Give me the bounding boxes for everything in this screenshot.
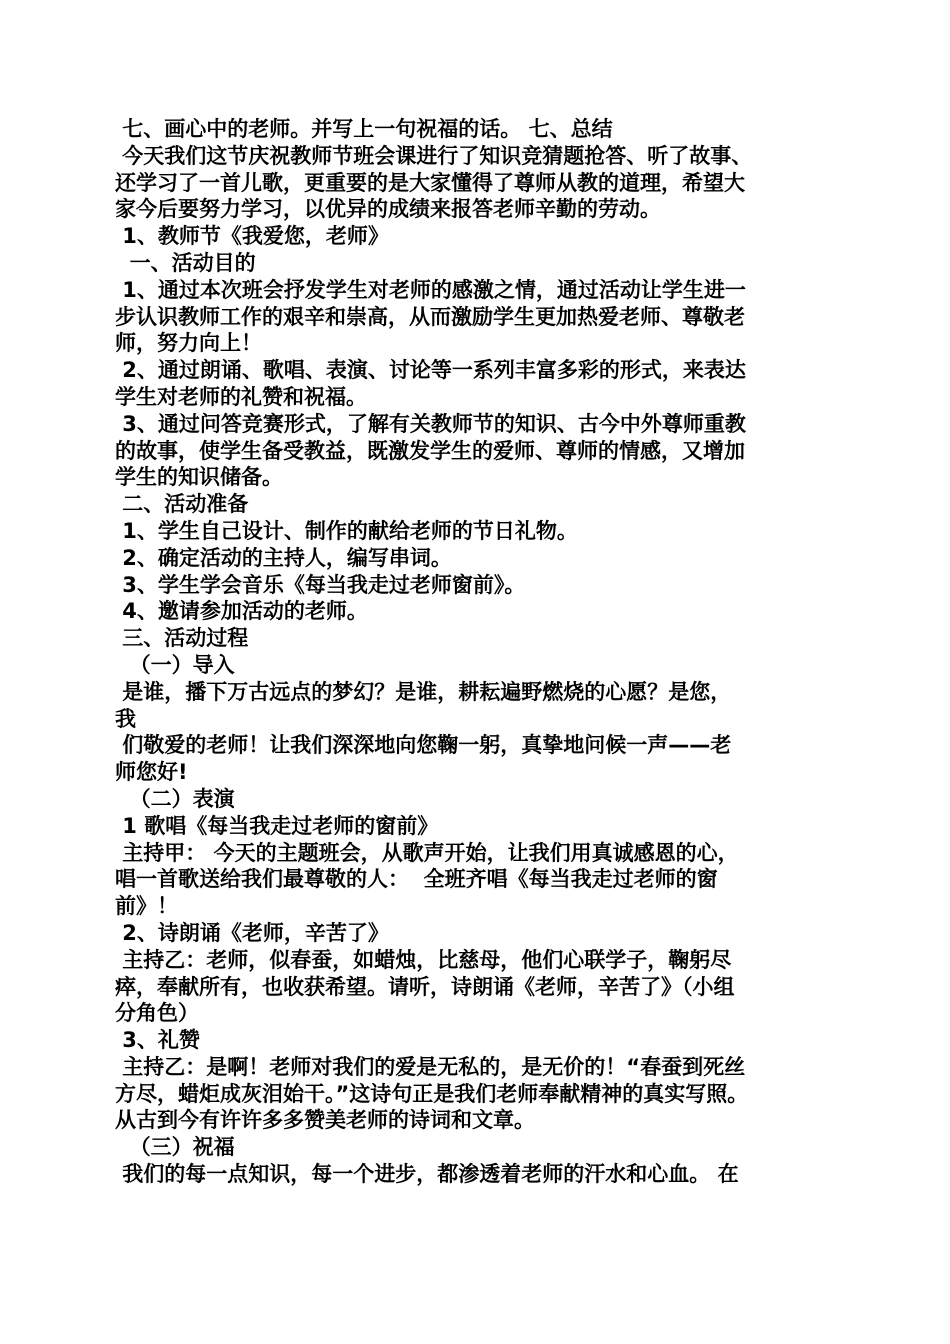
text-line: 我们的每一点知识，每一个进步，都渗透着老师的汗水和心血。 在	[115, 1162, 739, 1187]
text-line: 唱一首歌送给我们最尊敬的人： 全班齐唱《每当我走过老师的窗	[115, 867, 718, 892]
text-line: 1、通过本次班会抒发学生对老师的感激之情，通过活动让学生进一	[115, 277, 746, 302]
text-line: 3、通过问答竞赛形式，了解有关教师节的知识、古今中外尊师重教	[115, 411, 746, 436]
text-line: 我	[115, 706, 136, 731]
text-line: 还学习了一首儿歌，更重要的是大家懂得了尊师从教的道理，希望大	[115, 170, 745, 195]
text-line: 是谁，播下万古远点的梦幻？是谁，耕耘遍野燃烧的心愿？是您，	[115, 679, 732, 704]
subsection-heading: （三）祝福	[115, 1135, 235, 1160]
document-body	[115, 116, 837, 1188]
section-heading: 一、活动目的	[115, 250, 256, 275]
text-line: 主持乙：是啊！老师对我们的爱是无私的，是无价的！“春蚕到死丝	[115, 1054, 746, 1079]
text-line: 3、礼赞	[115, 1028, 200, 1053]
text-line: 方尽，蜡炬成灰泪始干。”这诗句正是我们老师奉献精神的真实写照。	[115, 1081, 749, 1106]
text-line: 步认识教师工作的艰辛和崇高，从而激励学生更加热爱老师、尊敬老	[115, 304, 745, 329]
text-line: 瘁，奉献所有，也收获希望。请听，诗朗诵《老师，辛苦了》（小组	[115, 974, 735, 999]
text-line: 从古到今有许许多多赞美老师的诗词和文章。	[115, 1108, 535, 1133]
text-line: 主持乙：老师，似春蚕，如蜡烛，比慈母，他们心联学子，鞠躬尽	[115, 947, 732, 972]
text-line: 分角色）	[115, 1001, 199, 1026]
section-heading: 三、活动过程	[115, 626, 249, 651]
subsection-heading: （一）导入	[115, 652, 235, 677]
text-line: 学生对老师的礼赞和祝福。	[115, 384, 367, 409]
text-line: 主持甲： 今天的主题班会，从歌声开始，让我们用真诚感恩的心，	[115, 840, 739, 865]
text-line: 师，努力向上！	[115, 331, 262, 356]
text-line: 2、通过朗诵、歌唱、表演、讨论等一系列丰富多彩的形式，来表达	[115, 358, 746, 383]
text-line: 4、邀请参加活动的老师。	[115, 599, 368, 624]
section-heading: 二、活动准备	[115, 492, 249, 517]
subsection-heading: （二）表演	[115, 786, 235, 811]
text-line: 2、确定活动的主持人，编写串词。	[115, 545, 452, 570]
text-line: 1、教师节《我爱您，老师》	[115, 224, 389, 249]
text-line: 1 歌唱《每当我走过老师的窗前》	[115, 813, 439, 838]
text-line: 前》！	[115, 894, 178, 919]
text-line: 家今后要努力学习，以优异的成绩来报答老师辛勤的劳动。	[115, 197, 661, 222]
text-line: 师您好!	[115, 760, 188, 785]
text-line: 1、学生自己设计、制作的献给老师的节日礼物。	[115, 518, 578, 543]
text-line: 学生的知识储备。	[115, 465, 283, 490]
text-line: 的故事，使学生备受教益，既激发学生的爱师、尊师的情感，又增加	[115, 438, 745, 463]
text-line: 七、画心中的老师。并写上一句祝福的话。 七、总结	[115, 117, 613, 141]
text-line: 今天我们这节庆祝教师节班会课进行了知识竞猜题抢答、听了故事、	[115, 143, 753, 168]
text-line: 3、学生学会音乐《每当我走过老师窗前》。	[115, 572, 526, 597]
text-line: 2、诗朗诵《老师，辛苦了》	[115, 920, 389, 945]
text-line: 们敬爱的老师！让我们深深地向您鞠一躬，真挚地问候一声——老	[115, 733, 732, 758]
